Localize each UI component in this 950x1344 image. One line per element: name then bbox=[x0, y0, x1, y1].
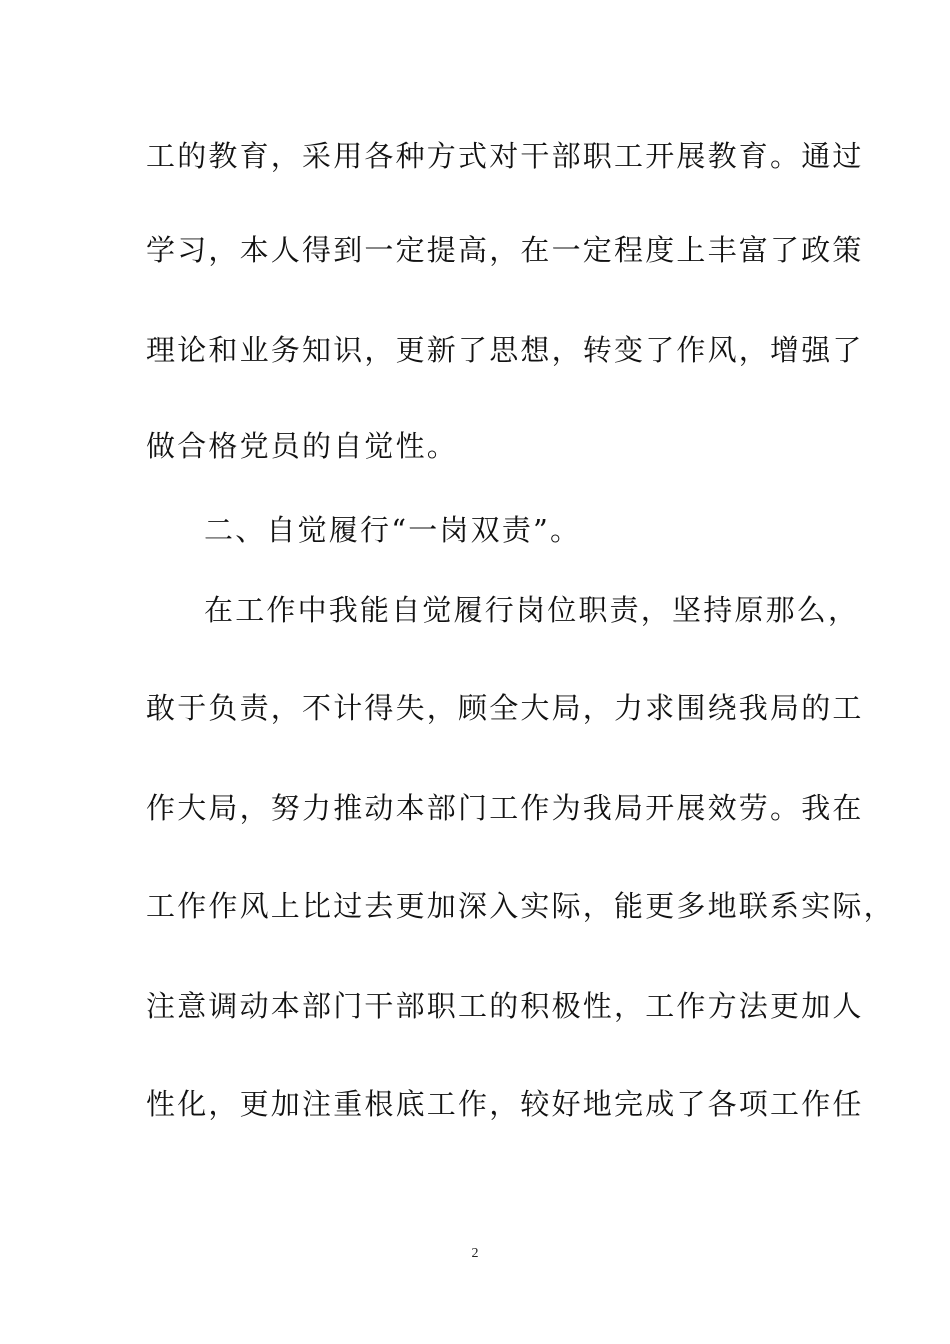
body-text-line: 注意调动本部门干部职工的积极性，工作方法更加人 bbox=[146, 989, 864, 1023]
body-text-line: 作大局，努力推动本部门工作为我局开展效劳。我在 bbox=[146, 791, 864, 825]
body-text-line: 学习，本人得到一定提高，在一定程度上丰富了政策 bbox=[146, 233, 864, 267]
body-text-line: 理论和业务知识，更新了思想，转变了作风，增强了 bbox=[146, 333, 864, 367]
body-text-line: 在工作中我能自觉履行岗位职责，坚持原那么， bbox=[204, 593, 860, 627]
body-text-line: 敢于负责，不计得失，顾全大局，力求围绕我局的工 bbox=[146, 691, 864, 725]
body-text-line: 工的教育，采用各种方式对干部职工开展教育。通过 bbox=[146, 139, 864, 173]
section-heading: 二、自觉履行“一岗双责”。 bbox=[204, 513, 582, 547]
page-number: 2 bbox=[471, 1246, 479, 1261]
body-text-line: 性化，更加注重根底工作，较好地完成了各项工作任 bbox=[146, 1087, 864, 1121]
body-text-line: 做合格党员的自觉性。 bbox=[146, 429, 459, 463]
body-text-line: 工作作风上比过去更加深入实际，能更多地联系实际， bbox=[146, 889, 895, 923]
